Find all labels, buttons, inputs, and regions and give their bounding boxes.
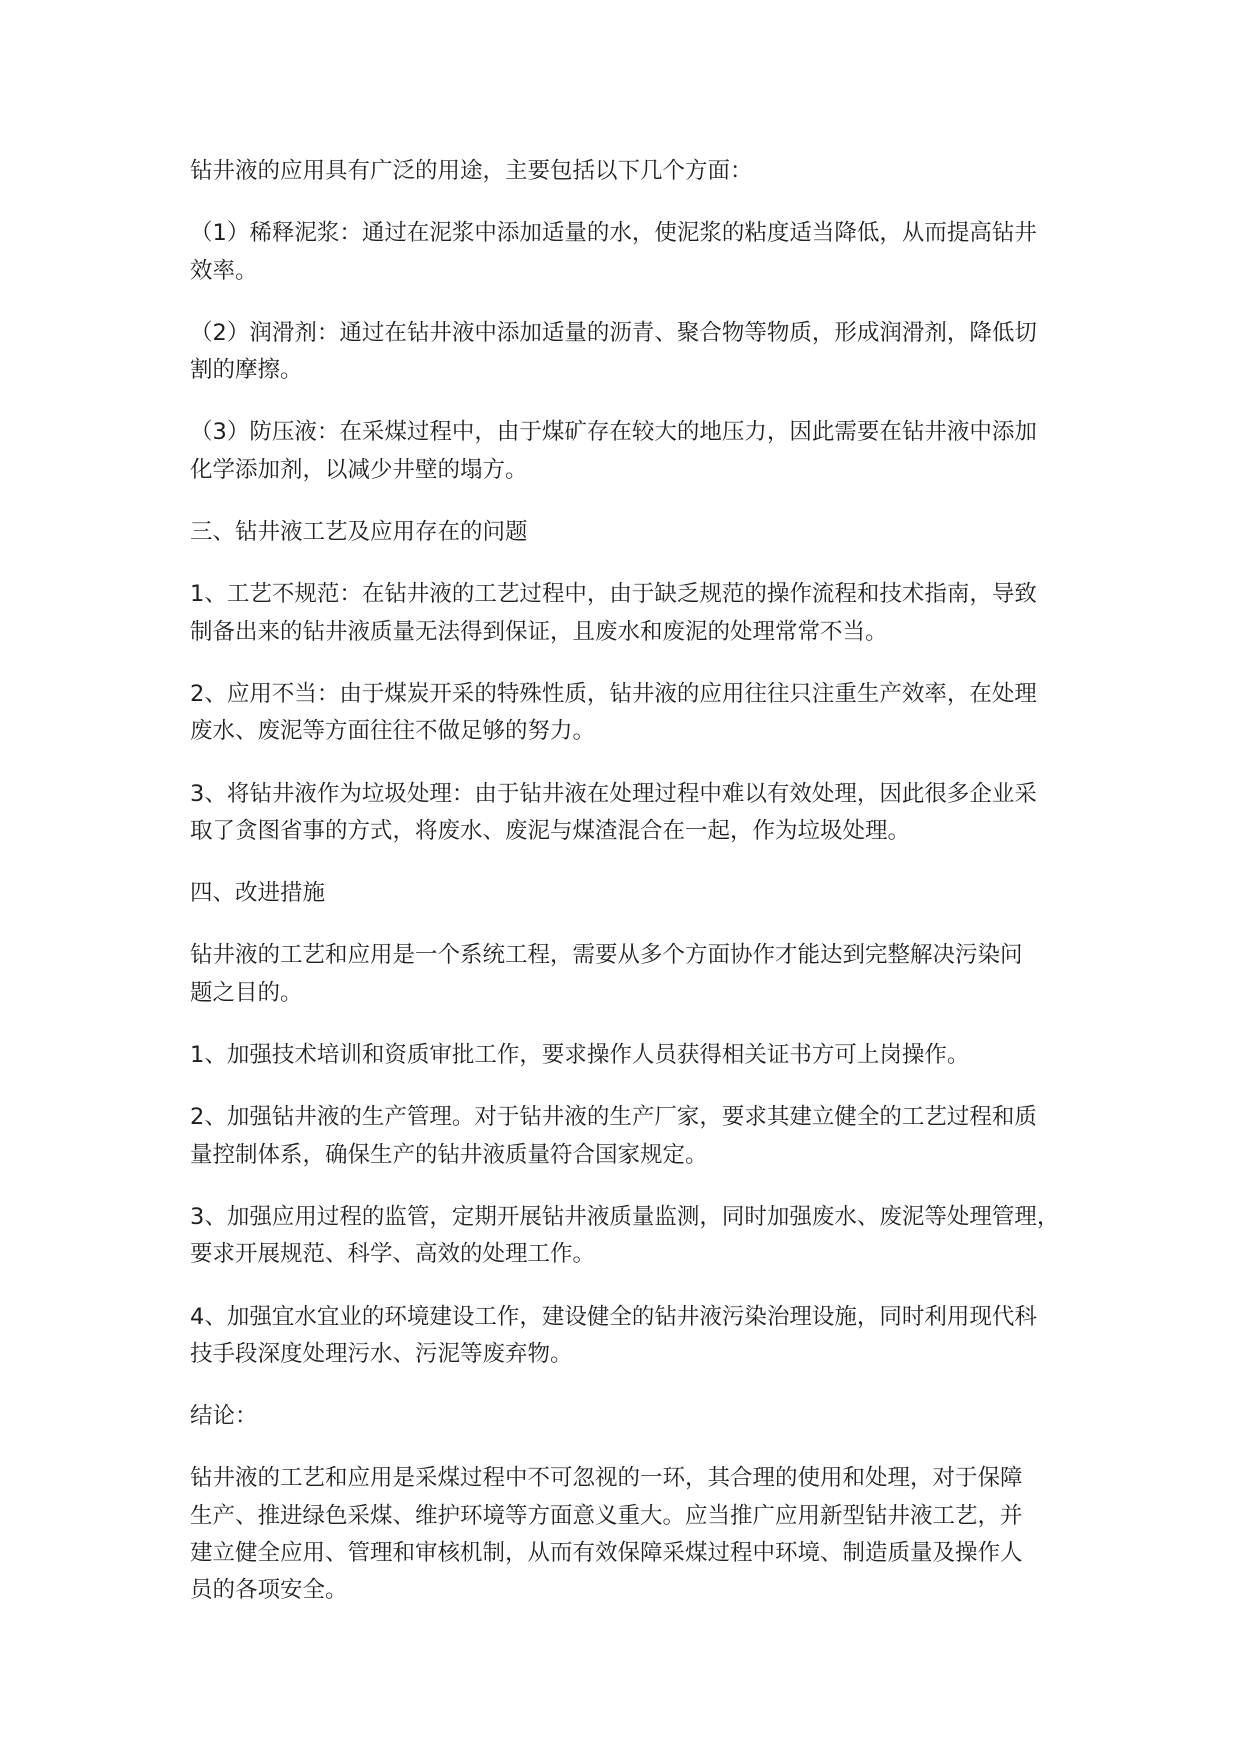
paragraph-line: 3、将钻井液作为垃圾处理：由于钻井液在处理过程中难以有效处理，因此很多企业采 bbox=[190, 780, 1037, 807]
section-heading: 四、改进措施 bbox=[190, 880, 326, 907]
problem-item-1 bbox=[190, 576, 1241, 651]
paragraph-line: 钻井液的应用具有广泛的用途，主要包括以下几个方面： bbox=[190, 158, 753, 184]
paragraph-line: 取了贪图省事的方式，将废水、废泥与煤渣混合在一起，作为垃圾处理。 bbox=[190, 817, 911, 844]
section-heading: 三、钻井液工艺及应用存在的问题 bbox=[190, 519, 528, 546]
paragraph-line: 2、加强钻井液的生产管理。对于钻井液的生产厂家，要求其建立健全的工艺过程和质 bbox=[190, 1104, 1037, 1131]
paragraph-line: 2、应用不当：由于煤炭开采的特殊性质，钻井液的应用往往只注重生产效率，在处理 bbox=[190, 680, 1037, 707]
paragraph-line: 化学添加剂，以减少井壁的塌方。 bbox=[190, 456, 528, 483]
paragraph-line: 钻井液的工艺和应用是一个系统工程，需要从多个方面协作才能达到完整解决污染问 bbox=[190, 942, 1023, 969]
paragraph-line: 4、加强宜水宜业的环境建设工作，建设健全的钻井液污染治理设施，同时利用现代科 bbox=[190, 1303, 1037, 1330]
item-dilute-mud bbox=[190, 215, 1241, 290]
paragraph-line: 效率。 bbox=[190, 257, 258, 284]
paragraph-line: 割的摩擦。 bbox=[190, 357, 303, 384]
improvement-item-2 bbox=[190, 1099, 1241, 1174]
paragraph-line: （3）防压液：在采煤过程中，由于煤矿存在较大的地压力，因此需要在钻井液中添加 bbox=[190, 419, 1037, 446]
improvement-item-4 bbox=[190, 1299, 1241, 1374]
section-heading: 结论： bbox=[190, 1403, 258, 1430]
paragraph-line: 技手段深度处理污水、污泥等废弃物。 bbox=[190, 1340, 573, 1367]
section-heading-problems bbox=[190, 514, 1241, 551]
paragraph-line: 1、加强技术培训和资质审批工作，要求操作人员获得相关证书方可上岗操作。 bbox=[190, 1042, 970, 1069]
section-heading-improvements bbox=[190, 875, 1241, 912]
paragraph-line: 废水、废泥等方面往往不做足够的努力。 bbox=[190, 718, 596, 745]
section-heading-conclusion bbox=[190, 1398, 1241, 1435]
item-pressure-fluid bbox=[190, 414, 1241, 489]
paragraph-line: 1、工艺不规范：在钻井液的工艺过程中，由于缺乏规范的操作流程和技术指南，导致 bbox=[190, 581, 1037, 608]
improvement-item-1 bbox=[190, 1037, 1241, 1074]
paragraph-line: 钻井液的工艺和应用是采煤过程中不可忽视的一环，其合理的使用和处理，对于保障 bbox=[190, 1465, 1023, 1492]
paragraph-line: 制备出来的钻井液质量无法得到保证，且废水和废泥的处理常常不当。 bbox=[190, 618, 888, 645]
improvements-intro bbox=[190, 937, 1241, 1012]
item-lubricant bbox=[190, 315, 1241, 390]
improvement-item-3 bbox=[190, 1199, 1241, 1274]
paragraph-line: 3、加强应用过程的监管，定期开展钻井液质量监测，同时加强废水、废泥等处理管理， bbox=[190, 1203, 1060, 1230]
conclusion-paragraph bbox=[190, 1460, 1241, 1609]
paragraph-line: 生产、推进绿色采煤、维护环境等方面意义重大。应当推广应用新型钻井液工艺，并 bbox=[190, 1502, 1023, 1529]
paragraph-line: 量控制体系，确保生产的钻井液质量符合国家规定。 bbox=[190, 1141, 708, 1168]
problem-item-2 bbox=[190, 676, 1241, 751]
problem-item-3 bbox=[190, 776, 1241, 851]
paragraph-line: 要求开展规范、科学、高效的处理工作。 bbox=[190, 1241, 596, 1268]
paragraph-line: 题之目的。 bbox=[190, 979, 303, 1006]
paragraph-line: （1）稀释泥浆：通过在泥浆中添加适量的水，使泥浆的粘度适当降低，从而提高钻井 bbox=[190, 220, 1037, 247]
paragraph-line: （2）润滑剂：通过在钻井液中添加适量的沥青、聚合物等物质，形成润滑剂，降低切 bbox=[190, 319, 1037, 346]
paragraph-line: 建立健全应用、管理和审核机制，从而有效保障采煤过程中环境、制造质量及操作人 bbox=[190, 1540, 1023, 1567]
intro-paragraph bbox=[190, 153, 1241, 190]
paragraph-line: 员的各项安全。 bbox=[190, 1577, 348, 1604]
